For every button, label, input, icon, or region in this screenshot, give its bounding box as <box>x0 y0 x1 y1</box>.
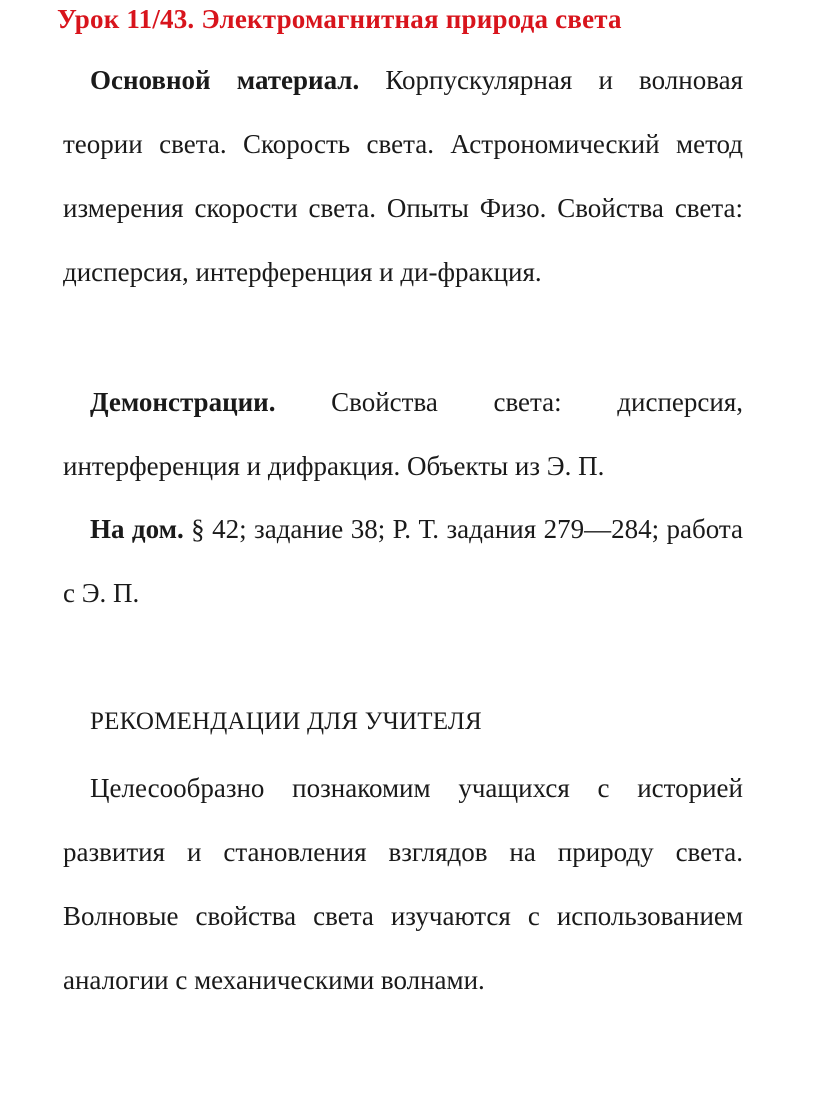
recommendations-heading: РЕКОМЕНДАЦИИ ДЛЯ УЧИТЕЛЯ <box>90 708 482 735</box>
lesson-title: Урок 11/43. Электромагнитная природа света <box>57 4 622 34</box>
main-material-text: Корпускулярная и волновая теории света. Скорость света. Астрономический метод измерения скорости света. Опыты Физо. Свойства света: дисперсия, интерференция и ди-фракция. <box>63 65 743 287</box>
recommendations-text: Целесообразно познакомим учащихся с историей развития и становления взглядов на природу света. Волновые свойства света изучаются с использованием аналогии с механическими волнами. <box>63 773 743 995</box>
recommendations-paragraph <box>63 756 743 1012</box>
main-material-label: Основной материал. <box>90 65 360 95</box>
homework-paragraph <box>63 497 743 625</box>
homework-text: § 42; задание 38; Р. Т. задания 279—284; работа с Э. П. <box>63 514 744 608</box>
demonstrations-paragraph <box>63 370 743 498</box>
homework-label: На дом. <box>90 514 184 544</box>
main-material-paragraph <box>63 48 743 304</box>
demonstrations-text: Свойства света: дисперсия, интерференция и дифракция. Объекты из Э. П. <box>63 387 744 481</box>
demonstrations-label: Демонстрации. <box>90 387 276 417</box>
